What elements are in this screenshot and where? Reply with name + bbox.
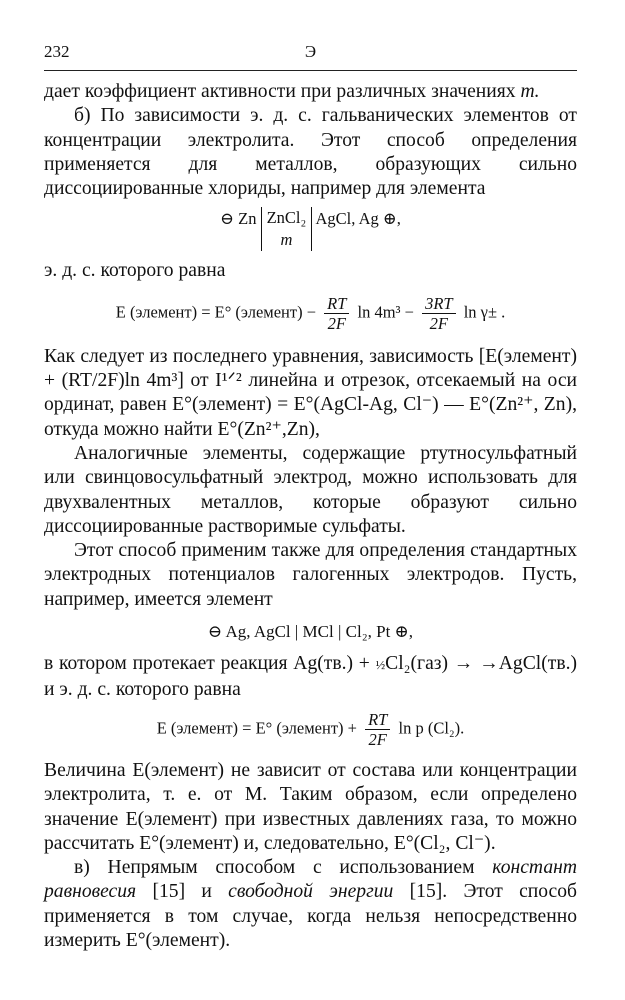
paragraph-9: [44, 856, 577, 953]
p7-half-coefficient: ½: [375, 658, 386, 673]
equation-2: [44, 710, 577, 749]
paragraph-6: Этот способ применим также для определения стандартных электродных потенциалов галогенных электродов. Пусть, например, имеется элемент: [44, 540, 577, 610]
p9-text-c: [15] и: [152, 881, 212, 903]
eq1-f2-denominator: 2F: [429, 313, 448, 333]
paragraph-2: б) По зависимости э. д. с. гальванических элементов от концентрации электролита. Этот способ определения применяется для металлов, образующих сильно диссоциированные хлориды, например для элемента: [44, 105, 577, 200]
page-body: [44, 80, 577, 953]
eq1-f1-numerator: RT: [324, 294, 349, 314]
eq1-mid: ln 4m³ −: [357, 302, 414, 322]
p9-term-free-energy: свободной энергии: [228, 881, 394, 903]
eq1-fraction-1: [324, 294, 349, 333]
paragraph-4: Как следует из последнего уравнения, зависимость [E(элемент) + (RT/2F)ln 4m³] от I¹ᐟ² линейна и отрезок, отсекаемый на оси ординат, равен E°(элемент) = E°(AgCl-Ag, Cl⁻) — E°(Zn²⁺, Zn), откуда можно найти E°(Zn²⁺,Zn),: [44, 345, 577, 440]
paragraph-3: э. д. с. которого равна: [44, 260, 226, 282]
electrolyte-cell: [261, 207, 313, 251]
p9-term-equilibrium-constants: констант равновесия: [44, 857, 577, 903]
eq1-end: ln γ± .: [463, 302, 506, 322]
p7-text-c: →AgCl(тв.) и э. д. с. которого равна: [44, 653, 578, 700]
eq1-f1-denominator: 2F: [327, 313, 346, 333]
cell-scheme-2: ⊖ Ag, AgCl | MCl | Cl₂, Pt ⊕,: [207, 622, 414, 642]
cell-scheme-1: [44, 207, 577, 251]
running-head: Э: [304, 42, 317, 61]
eq1-lhs: E (элемент) = E° (элемент) −: [115, 302, 316, 322]
paragraph-7: [44, 652, 577, 702]
eq1-f2-numerator: 3RT: [422, 294, 456, 314]
plus-electrode-sign: ⊕,: [382, 209, 401, 229]
p1-text: дает коэффициент активности при различных значениях: [44, 81, 516, 102]
p9-text-a: в) Непрямым способом с использованием: [74, 857, 475, 879]
cell1-rest: AgCl, Ag: [315, 209, 379, 229]
equation-1: [44, 294, 577, 333]
eq2-numerator: RT: [365, 710, 390, 730]
page-header: [44, 42, 577, 70]
p9-text-e: [15]. Этот способ применяется в том случае, когда нельзя непосредственно измерить E°(элемент).: [44, 881, 577, 952]
cell1-zn: Zn: [238, 209, 257, 229]
paragraph-8: Величина E(элемент) не зависит от состава или концентрации электролита, т. е. от М. Таким образом, если определено значение E(элемент) при известных давлениях газа, то можно рассчитать E°(элемент) и, следовательно, E°(Cl₂, Cl⁻).: [44, 759, 577, 854]
p7-text-a: в котором протекает реакция Ag(тв.) +: [44, 653, 370, 675]
minus-electrode-sign: ⊖: [220, 209, 234, 229]
eq2-end: ln p (Cl₂).: [398, 718, 465, 738]
eq2-denominator: 2F: [368, 729, 387, 749]
cell1-zncl2: ZnCl₂: [266, 208, 307, 228]
eq1-fraction-2: [422, 294, 456, 333]
paragraph-5: Аналогичные элементы, содержащие ртутносульфатный или свинцовосульфатный электрод, можно использовать для двухвалентных металлов, которые образуют сильно диссоциированные растворимые сульфаты.: [44, 442, 577, 537]
header-rule: [44, 70, 577, 71]
p7-text-b: Cl₂(газ) →: [385, 653, 474, 675]
cell1-molality: m: [280, 230, 293, 250]
p1-variable: m.: [520, 81, 540, 102]
page-number: 232: [44, 42, 70, 61]
eq2-lhs: E (элемент) = E° (элемент) +: [156, 718, 357, 738]
eq2-fraction: [365, 710, 390, 749]
paragraph-1: [44, 80, 577, 104]
